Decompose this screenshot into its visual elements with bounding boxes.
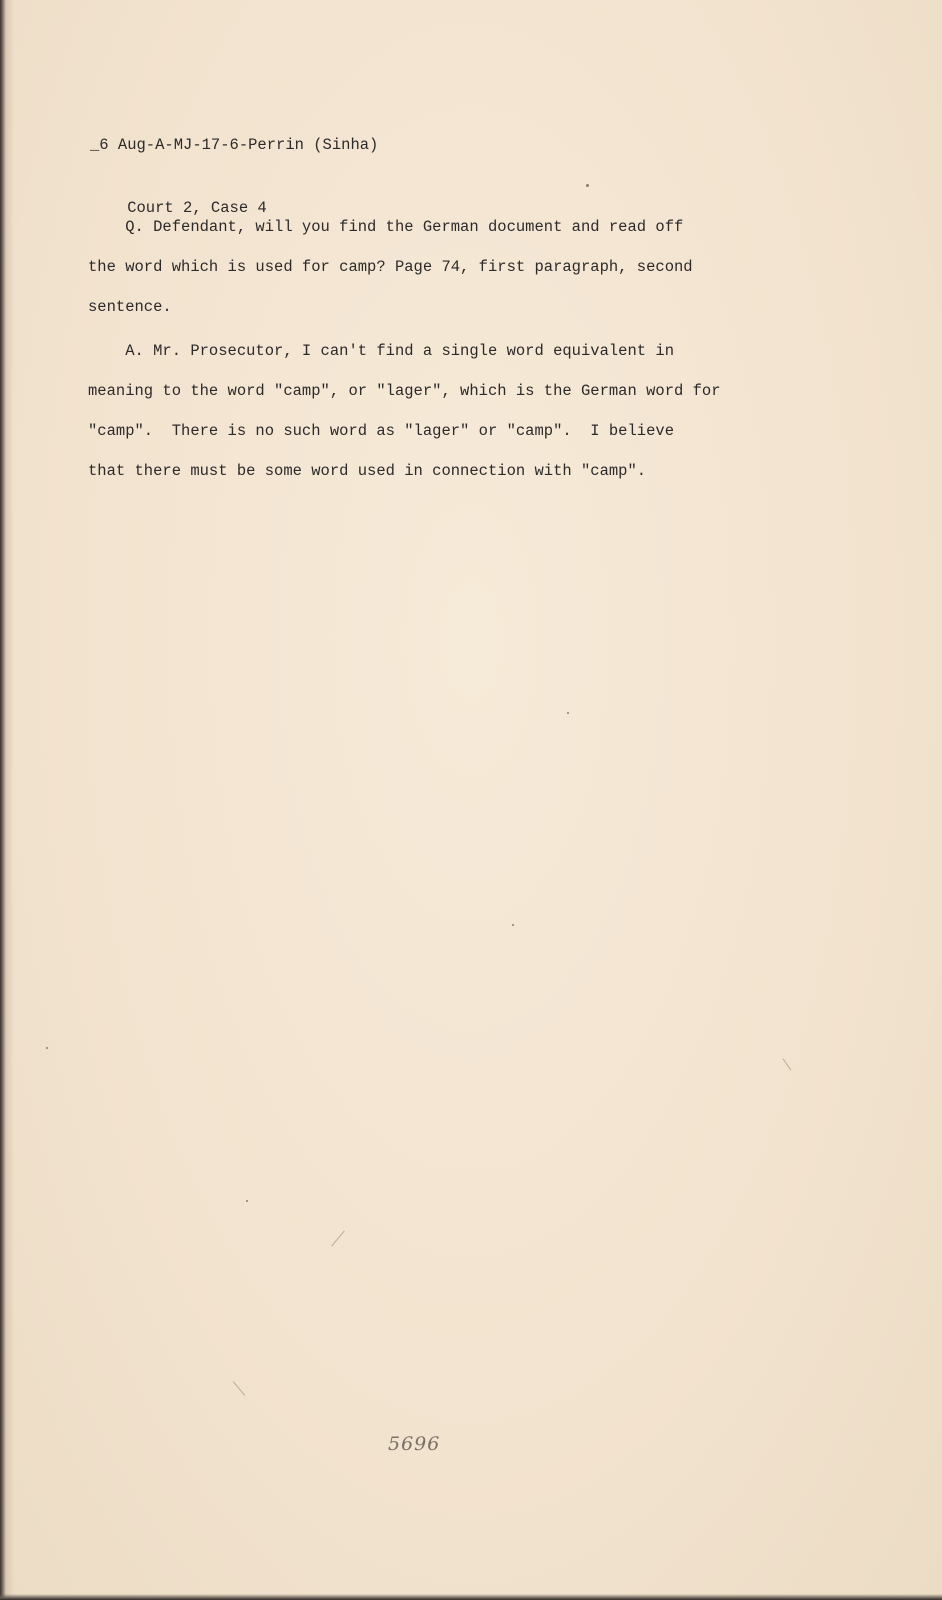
paper-speck (512, 924, 514, 926)
paper-scratch (331, 1231, 345, 1247)
paper-speck (586, 184, 589, 187)
page-left-edge (0, 0, 14, 1600)
answer-line-3: "camp". There is no such word as "lager" or "camp". I believe (88, 422, 674, 440)
paper-scratch (783, 1058, 792, 1070)
answer-line-2: meaning to the word "camp", or "lager", which is the German word for (88, 382, 721, 400)
question-line-1: Q. Defendant, will you find the German document and read off (88, 218, 684, 236)
question-line-2: the word which is used for camp? Page 74, first paragraph, second (88, 258, 693, 276)
question-line-3: sentence. (88, 298, 172, 316)
page-bottom-edge (0, 1594, 942, 1600)
handwritten-page-number: 5696 (388, 1433, 441, 1455)
paper-speck (46, 1047, 48, 1049)
paper-scratch (233, 1381, 245, 1395)
paper-speck (246, 1200, 248, 1202)
paper-speck (567, 712, 569, 714)
answer-line-4: that there must be some word used in connection with "camp". (88, 462, 647, 480)
header-case-reference: _6 Aug-A-MJ-17-6-Perrin (Sinha) (90, 136, 379, 154)
answer-line-1: A. Mr. Prosecutor, I can't find a single word equivalent in (88, 342, 674, 360)
header-court-case: Court 2, Case 4 (90, 199, 267, 217)
